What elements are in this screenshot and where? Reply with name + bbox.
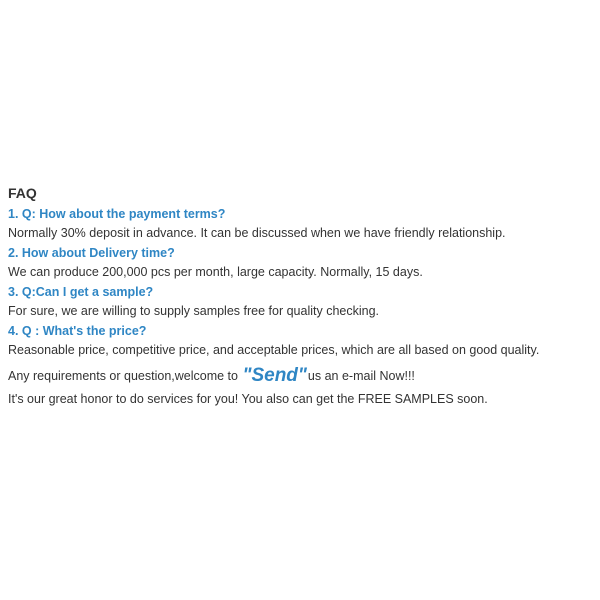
faq-section [8, 183, 593, 409]
faq-question-4: 4. Q : What's the price? [8, 324, 147, 338]
faq-answer-1: Normally 30% deposit in advance. It can be discussed when we have friendly relationship. [8, 226, 506, 240]
faq-question-3: 3. Q:Can I get a sample? [8, 285, 154, 299]
send-email-link[interactable]: "Send" [242, 365, 307, 386]
contact-text-before: Any requirements or question,welcome to [8, 369, 242, 383]
faq-question-2: 2. How about Delivery time? [8, 246, 175, 260]
faq-answer-2: We can produce 200,000 pcs per month, large capacity. Normally, 15 days. [8, 265, 423, 279]
faq-answer-3: For sure, we are willing to supply samples free for quality checking. [8, 304, 379, 318]
faq-answer-4: Reasonable price, competitive price, and acceptable prices, which are all based on good quality. [8, 343, 540, 357]
contact-text-after: us an e-mail Now!!! [307, 369, 415, 383]
faq-question-1: 1. Q: How about the payment terms? [8, 207, 226, 221]
faq-title: FAQ [8, 185, 37, 201]
contact-line [8, 363, 593, 389]
closing-text: It's our great honor to do services for you! You also can get the FREE SAMPLES soon. [8, 392, 488, 406]
